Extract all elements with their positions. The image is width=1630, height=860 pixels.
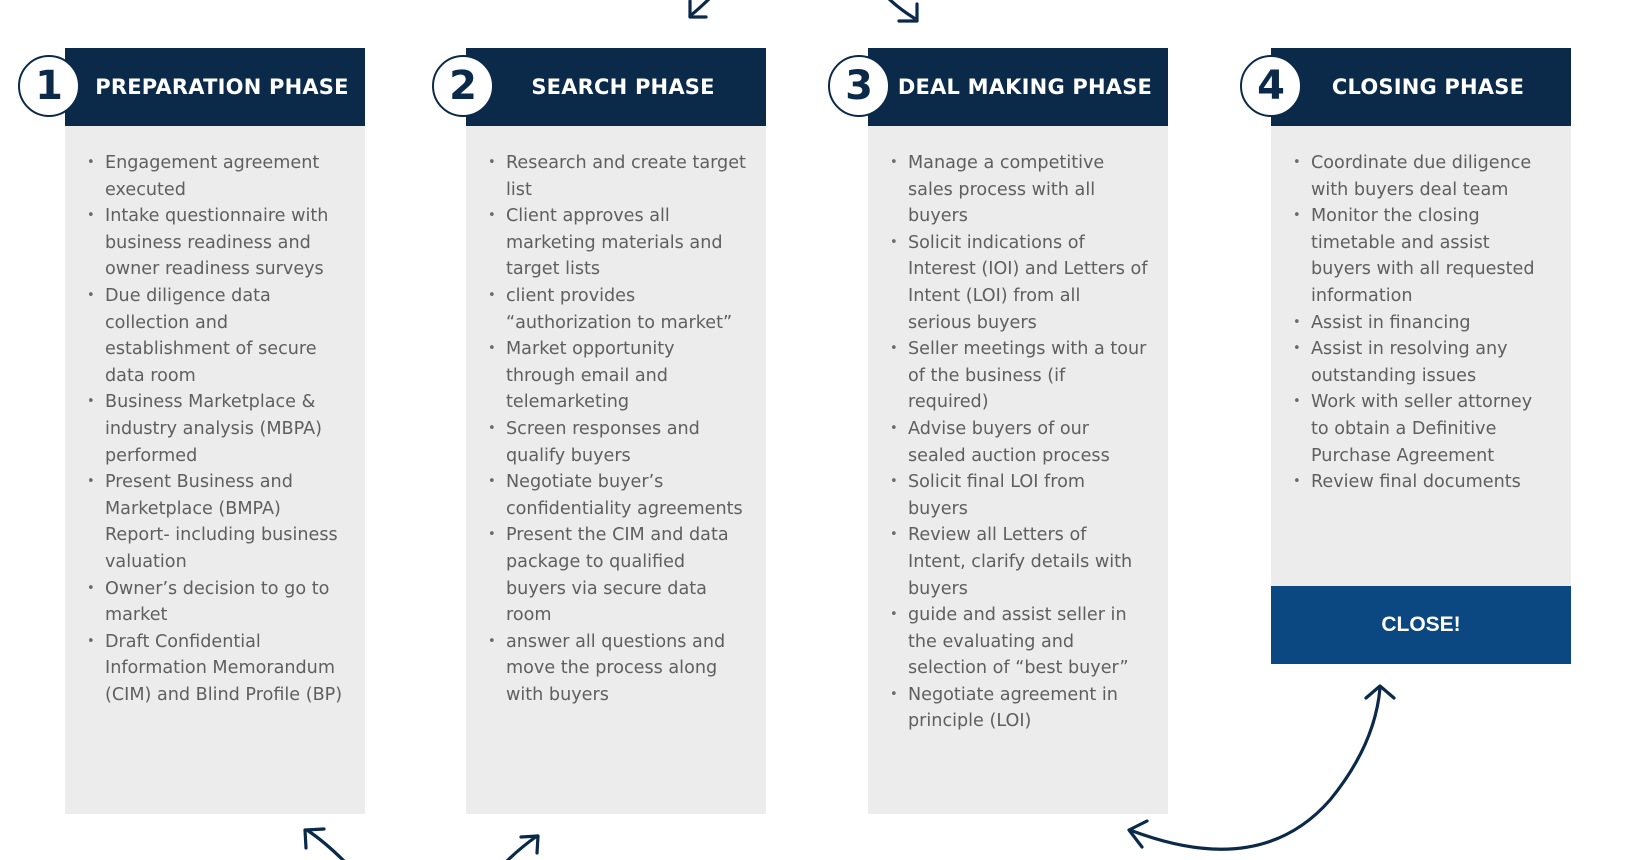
phase-number-badge: 3 bbox=[828, 55, 890, 117]
list-item: • Research and create target list bbox=[506, 150, 746, 203]
list-item: • Manage a competitive sales process with all buyers bbox=[908, 150, 1148, 230]
phase-header bbox=[65, 48, 365, 126]
list-item: • Solicit final LOI from buyers bbox=[908, 469, 1148, 522]
list-item: • Negotiate agreement in principle (LOI) bbox=[908, 682, 1148, 735]
phase-items bbox=[886, 150, 1148, 735]
list-item: • Present the CIM and data package to qualified buyers via secure data room bbox=[506, 522, 746, 628]
list-item: • answer all questions and move the process along with buyers bbox=[506, 629, 746, 709]
phase-title: DEAL MAKING PHASE bbox=[897, 75, 1153, 99]
list-item: • Coordinate due diligence with buyers deal team bbox=[1311, 150, 1551, 203]
phase-items bbox=[484, 150, 746, 708]
list-item: • Draft Confidential Information Memorandum (CIM) and Blind Profile (BP) bbox=[105, 629, 345, 709]
list-item: • Client approves all marketing materials and target lists bbox=[506, 203, 746, 283]
phase-body bbox=[868, 126, 1168, 814]
close-button[interactable]: CLOSE! bbox=[1271, 586, 1571, 664]
phase-title: PREPARATION PHASE bbox=[95, 75, 349, 99]
list-item: • Market opportunity through email and telemarketing bbox=[506, 336, 746, 416]
list-item: • Business Marketplace & industry analysis (MBPA) performed bbox=[105, 389, 345, 469]
phase-body bbox=[466, 126, 766, 814]
list-item: • Solicit indications of Interest (IOI) and Letters of Intent (LOI) from all serious buyers bbox=[908, 230, 1148, 336]
phase-number-badge: 4 bbox=[1240, 55, 1302, 117]
phase-card-deal-making bbox=[868, 48, 1168, 814]
list-item: • client provides “authorization to market” bbox=[506, 283, 746, 336]
list-item: • Advise buyers of our sealed auction process bbox=[908, 416, 1148, 469]
phase-header bbox=[1271, 48, 1571, 126]
phase-header bbox=[466, 48, 766, 126]
list-item: • Negotiate buyer’s confidentiality agreements bbox=[506, 469, 746, 522]
list-item: • Seller meetings with a tour of the business (if required) bbox=[908, 336, 1148, 416]
list-item: • Present Business and Marketplace (BMPA) Report- including business valuation bbox=[105, 469, 345, 575]
list-item: • Assist in financing bbox=[1311, 310, 1551, 337]
phase-body bbox=[1271, 126, 1571, 586]
phase-number-badge: 2 bbox=[432, 55, 494, 117]
arrow-top-left bbox=[690, 0, 712, 16]
phase-number-badge: 1 bbox=[18, 55, 80, 117]
phase-title: SEARCH PHASE bbox=[531, 75, 715, 99]
arrow-bottom-left bbox=[307, 830, 345, 860]
phase-header bbox=[868, 48, 1168, 126]
phase-items bbox=[1289, 150, 1551, 496]
list-item: • Due diligence data collection and establishment of secure data room bbox=[105, 283, 345, 389]
list-item: • Owner’s decision to go to market bbox=[105, 576, 345, 629]
list-item: • Screen responses and qualify buyers bbox=[506, 416, 746, 469]
list-item: • Intake questionnaire with business readiness and owner readiness surveys bbox=[105, 203, 345, 283]
phase-card-search bbox=[466, 48, 766, 814]
list-item: • Work with seller attorney to obtain a Definitive Purchase Agreement bbox=[1311, 389, 1551, 469]
list-item: • Monitor the closing timetable and assist buyers with all requested information bbox=[1311, 203, 1551, 309]
list-item: • Review all Letters of Intent, clarify details with buyers bbox=[908, 522, 1148, 602]
phase-title: CLOSING PHASE bbox=[1331, 75, 1525, 99]
phase-body bbox=[65, 126, 365, 814]
arrow-top-right bbox=[886, 0, 914, 18]
phase-card-preparation bbox=[65, 48, 365, 814]
list-item: • Assist in resolving any outstanding issues bbox=[1311, 336, 1551, 389]
arrow-bottom-middle bbox=[506, 836, 537, 860]
list-item: • guide and assist seller in the evaluating and selection of “best buyer” bbox=[908, 602, 1148, 682]
phase-card-closing bbox=[1271, 48, 1571, 586]
list-item: • Review final documents bbox=[1311, 469, 1551, 496]
phase-items bbox=[83, 150, 345, 708]
list-item: • Engagement agreement executed bbox=[105, 150, 345, 203]
